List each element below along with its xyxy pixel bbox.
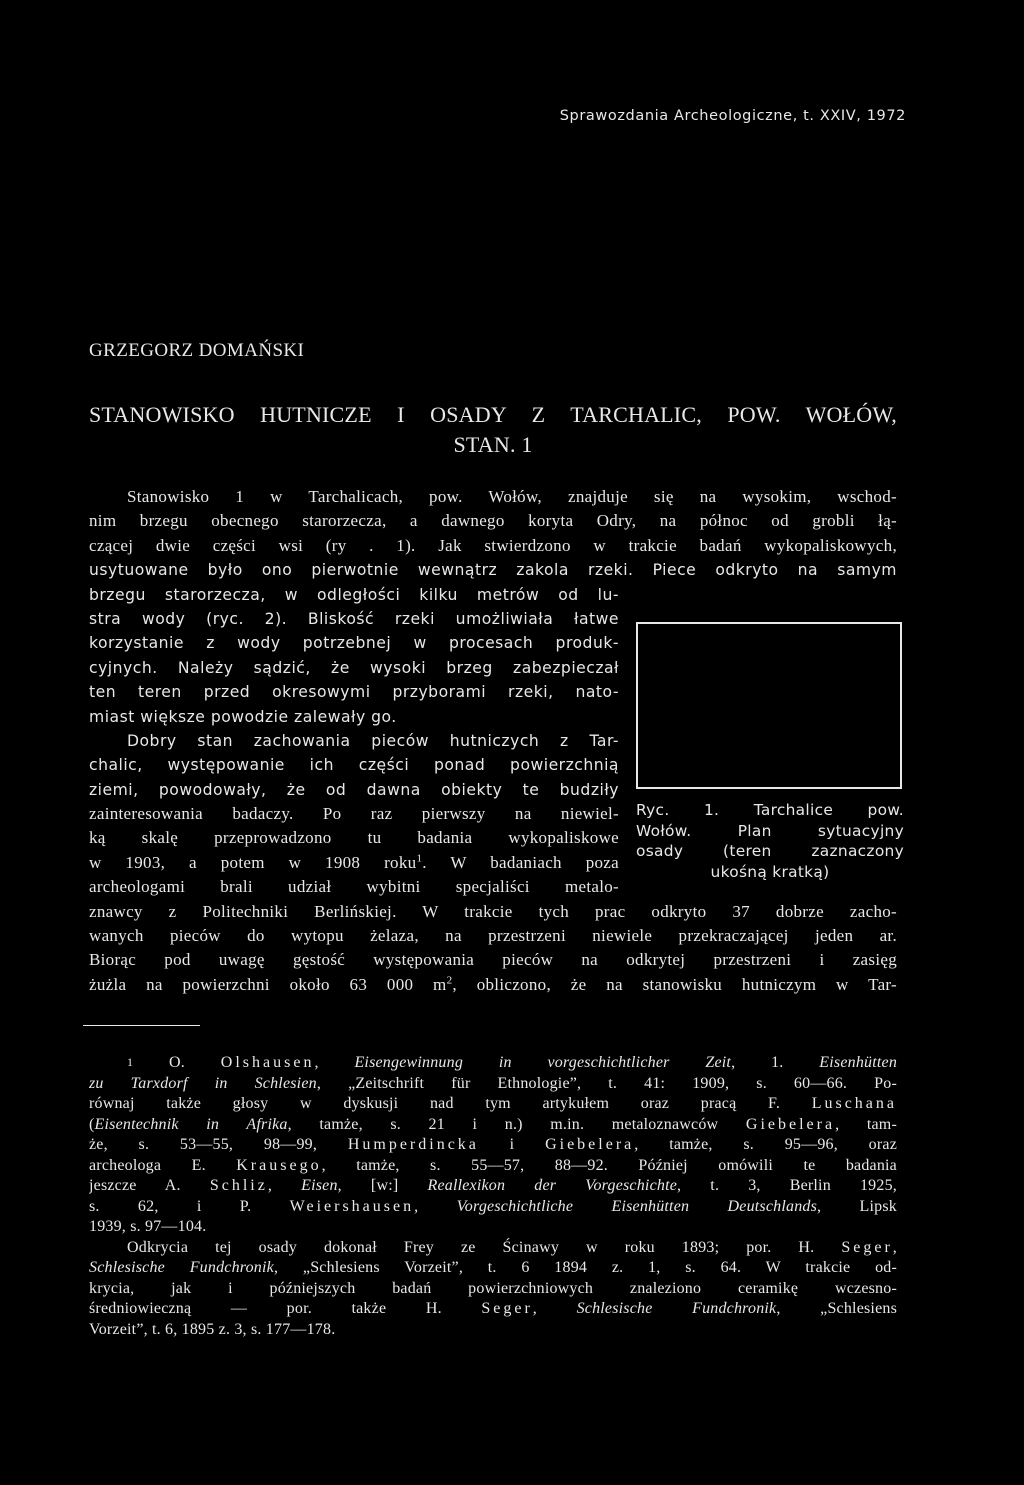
footnote-segment: ,	[532, 1300, 577, 1317]
footnote-ref: 1	[416, 852, 423, 865]
footnote-segment: ,	[314, 1054, 355, 1071]
caption-line: Wołów. Plan sytuacyjny	[636, 821, 904, 840]
footnote-line	[89, 1238, 897, 1259]
footnote-line	[89, 1299, 897, 1320]
article-title	[89, 400, 897, 460]
body-line-segment: żużla na powierzchni około 63 000 m	[89, 974, 447, 994]
footnote-author: Olshausen	[220, 1054, 315, 1071]
title-line: STANOWISKO HUTNICZE I OSADY Z TARCHALIC, POW. WOŁÓW,	[89, 402, 897, 427]
footnote-segment: s. 62, i P.	[89, 1197, 290, 1215]
footnote-work-title: Reallexikon der Vorgeschichte	[427, 1177, 678, 1194]
footnote-work-title: Eisen	[301, 1177, 338, 1194]
running-header: Sprawozdania Archeologiczne, t. XXIV, 1972	[559, 108, 906, 124]
caption-line: ukośną kratką)	[710, 862, 830, 881]
body-line: wanych pieców do wytopu żelaza, na przestrzeni niewiele przekraczającej jeden ar.	[89, 926, 897, 946]
footnote-line	[89, 1258, 897, 1279]
footnote-segment: ,	[414, 1197, 457, 1215]
footnote-segment: równaj także głosy w dyskusji nad tym artykułem oraz pracą F.	[89, 1095, 812, 1112]
body-line: brzegu starorzecza, w odległości kilku metrów od lu-	[89, 585, 619, 604]
body-line: nim brzegu obecnego starorzecza, a dawnego koryta Odry, na północ od grobli łą-	[89, 511, 897, 531]
body-line: stra wody (ryc. 2). Bliskość rzeki umożliwiała łatwe	[89, 609, 619, 628]
footnote-segment: ,	[267, 1177, 302, 1194]
footnote-segment: O.	[169, 1054, 221, 1071]
footnote-line	[89, 1094, 897, 1115]
body-line: ten teren przed okresowymi przyborami rzeki, nato-	[89, 683, 619, 702]
footnote-work-title: zu Tarxdorf in Schlesien	[89, 1074, 317, 1092]
body-line: miast większe powodzie zalewały go.	[89, 707, 397, 726]
footnote-segment: , tamże, s. 95—96, oraz	[634, 1136, 897, 1153]
footnote-author: Giebelera	[545, 1136, 635, 1153]
body-line-segment: , obliczono, że na stanowisku hutniczym w Tar-	[452, 974, 897, 994]
footnote-work-title: Eisentechnik in Afrika	[94, 1115, 288, 1133]
footnote-segment: , tamże, s. 55—57, 88—92. Później omówili te badania	[321, 1156, 897, 1174]
body-line: znawcy z Politechniki Berlińskiej. W trakcie tych prac odkryto 37 dobrze zacho-	[89, 901, 897, 921]
body-line	[89, 973, 897, 997]
footnote-author: Seger	[841, 1238, 893, 1256]
footnote-line	[89, 1197, 897, 1218]
footnote-segment: ,	[892, 1238, 897, 1256]
figure-caption	[636, 800, 904, 882]
footnote-segment: , 1.	[731, 1054, 820, 1071]
footnote-line: Vorzeit”, t. 6, 1895 z. 3, s. 177—178.	[89, 1320, 336, 1338]
footnote-line	[89, 1074, 897, 1095]
footnote-author: Giebelera	[745, 1115, 836, 1133]
footnote-segment: , Lipsk	[817, 1197, 897, 1215]
footnote-line	[89, 1053, 897, 1074]
footnote-segment: średniowieczną — por. także H.	[89, 1300, 482, 1317]
body-line: korzystanie z wody potrzebnej w procesach produk-	[89, 634, 619, 653]
footnote-segment: , t. 3, Berlin 1925,	[677, 1177, 897, 1194]
footnote-segment: , [w:]	[337, 1177, 428, 1194]
footnote-author: Schliz	[209, 1177, 268, 1194]
body-line-segment: w 1903, a potem w 1908 roku	[89, 852, 417, 872]
footnote-line	[89, 1156, 897, 1177]
footnote-work-title: Vorgeschichtliche Eisenhütten Deutschlands	[456, 1197, 818, 1215]
body-line: ką skalę przeprowadzono tu badania wykopaliskowe	[89, 828, 619, 848]
title-line: STAN. 1	[453, 432, 533, 457]
footnote-work-title: Eisengewinnung in vorgeschichtlicher Zeit	[354, 1054, 732, 1071]
body-line: chalic, występowanie ich części ponad powierzchnią	[89, 756, 619, 775]
footnote-line: 1939, s. 97—104.	[89, 1218, 207, 1235]
footnote-author: Luschana	[811, 1095, 897, 1112]
footnote-line	[89, 1176, 897, 1197]
figure-image-placeholder	[636, 622, 902, 789]
footnote-segment: jeszcze A.	[89, 1177, 210, 1194]
caption-line: Ryc. 1. Tarchalice pow.	[636, 801, 904, 819]
footnote-author: Seger	[481, 1300, 533, 1317]
body-line: ziemi, powodowały, że od dawna obiekty te budziły	[89, 780, 619, 799]
footnote-work-title: Eisenhütten	[819, 1054, 897, 1071]
body-line: Stanowisko 1 w Tarchalicach, pow. Wołów, znajduje się na wysokim, wschod-	[127, 487, 897, 506]
footnote-segment: , „Zeitschrift für Ethnologie”, t. 41: 1909, s. 60—66. Po-	[316, 1074, 897, 1092]
body-line: archeologami brali udział wybitni specjaliści metalo-	[89, 877, 619, 897]
body-line: zainteresowania badaczy. Po raz pierwszy na niewiel-	[89, 804, 619, 824]
footnote-segment: , „Schlesiens Vorzeit”, t. 6 1894 z. 1, s. 64. W trakcie od-	[273, 1259, 897, 1276]
footnote-author: Humperdincka	[347, 1136, 479, 1153]
footnote-author: Weiershausen	[289, 1197, 415, 1215]
footnote-work-title: Schlesische Fundchronik	[89, 1259, 274, 1276]
footnotes	[89, 1053, 897, 1340]
caption-line: osady (teren zaznaczony	[636, 842, 904, 860]
footnote-line: krycia, jak i późniejszych badań powierzchniowych znaleziono ceramikę wczesno-	[89, 1279, 897, 1297]
footnote-number: 1	[127, 1055, 134, 1069]
footnote-segment: że, s. 53—55, 98—99,	[89, 1136, 348, 1153]
footnote-segment: (	[89, 1115, 95, 1133]
footnote-work-title: Schlesische Fundchronik	[576, 1300, 777, 1317]
footnote-segment: , tam-	[835, 1115, 897, 1133]
footnote-line	[89, 1135, 897, 1156]
footnote-segment: , „Schlesiens	[776, 1300, 897, 1317]
body-line-segment: . W badaniach poza	[422, 852, 619, 872]
body-line: usytuowane było ono pierwotnie wewnątrz zakola rzeki. Piece odkryto na samym	[89, 561, 897, 580]
footnote-line	[89, 1115, 897, 1136]
body-line: Dobry stan zachowania pieców hutniczych z Tar-	[127, 731, 619, 750]
body-line: cyjnych. Należy sądzić, że wysoki brzeg zabezpieczał	[89, 658, 619, 677]
author-name: GRZEGORZ DOMAŃSKI	[89, 340, 305, 361]
body-line: Biorąc pod uwagę gęstość występowania pieców na odkrytej przestrzeni i zasięg	[89, 950, 897, 970]
body-line: czącej dwie części wsi (ry . 1). Jak stwierdzono w trakcie badań wykopaliskowych,	[89, 535, 897, 555]
body-line	[89, 851, 619, 875]
footnote-segment: i	[478, 1136, 546, 1153]
footnote-segment: Odkrycia tej osady dokonał Frey ze Ścinawy w roku 1893; por. H.	[127, 1238, 842, 1256]
footnote-segment: , tamże, s. 21 i n.) m.in. metaloznawców	[287, 1115, 746, 1133]
footnote-segment: archeologa E.	[89, 1156, 237, 1174]
footnote-rule	[83, 1025, 200, 1026]
footnote-author: Krausego	[236, 1156, 322, 1174]
superscript: 2	[446, 974, 453, 987]
